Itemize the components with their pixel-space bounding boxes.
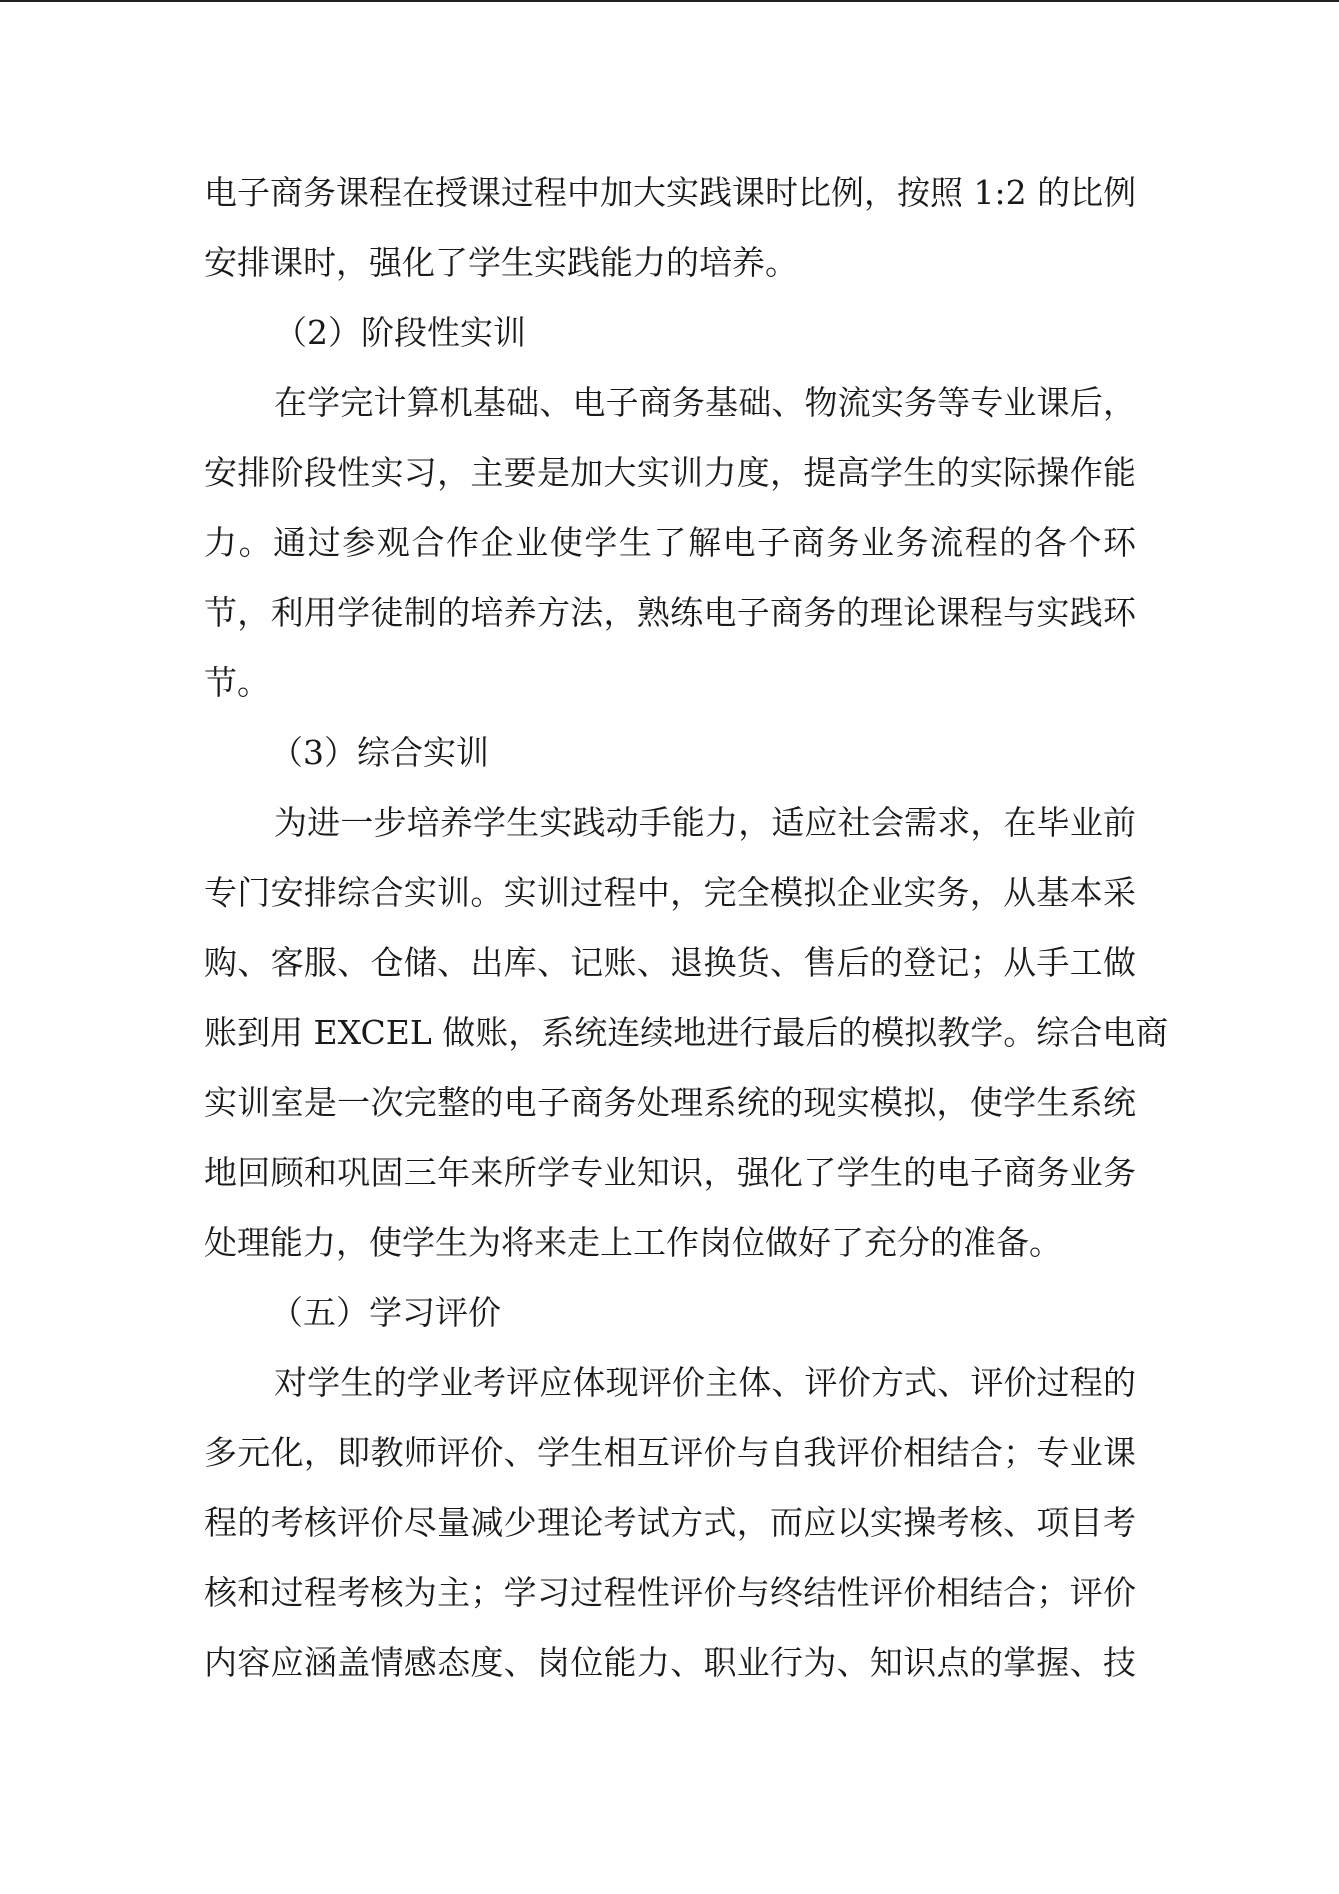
text-line: 实训室是一次完整的电子商务处理系统的现实模拟，使学生系统 — [204, 1083, 1136, 1122]
paragraph-first-line: 对学生的学业考评应体现评价主体、评价方式、评价过程的 — [274, 1363, 1136, 1402]
text-line: 账到用 EXCEL 做账，系统连续地进行最后的模拟教学。综合电商 — [204, 1013, 1169, 1052]
text-line: 力。通过参观合作企业使学生了解电子商务业务流程的各个环 — [204, 523, 1136, 562]
text-line: 内容应涵盖情感态度、岗位能力、职业行为、知识点的掌握、技 — [204, 1643, 1136, 1682]
top-border-line — [0, 0, 1339, 2]
text-line: 多元化，即教师评价、学生相互评价与自我评价相结合；专业课 — [204, 1433, 1136, 1472]
subsection-heading: （2）阶段性实训 — [274, 313, 526, 352]
text-line: 电子商务课程在授课过程中加大实践课时比例，按照 1:2 的比例 — [204, 173, 1137, 212]
section-heading: （五）学习评价 — [270, 1293, 501, 1332]
text-line: 程的考核评价尽量减少理论考试方式，而应以实操考核、项目考 — [204, 1503, 1136, 1542]
paragraph-first-line: 在学完计算机基础、电子商务基础、物流实务等专业课后， — [274, 383, 1136, 422]
text-line: 安排课时，强化了学生实践能力的培养。 — [204, 243, 798, 282]
text-line: 核和过程考核为主；学习过程性评价与终结性评价相结合；评价 — [204, 1573, 1136, 1612]
paragraph-first-line: 为进一步培养学生实践动手能力，适应社会需求，在毕业前 — [274, 803, 1136, 842]
text-line: 安排阶段性实习，主要是加大实训力度，提高学生的实际操作能 — [204, 453, 1136, 492]
text-line: 地回顾和巩固三年来所学专业知识，强化了学生的电子商务业务 — [204, 1153, 1136, 1192]
subsection-heading: （3）综合实训 — [270, 733, 489, 772]
text-line: 节。 — [204, 663, 270, 702]
text-line: 节，利用学徒制的培养方法，熟练电子商务的理论课程与实践环 — [204, 593, 1136, 632]
text-line: 处理能力，使学生为将来走上工作岗位做好了充分的准备。 — [204, 1223, 1062, 1262]
text-line: 购、客服、仓储、出库、记账、退换货、售后的登记；从手工做 — [204, 943, 1136, 982]
text-line: 专门安排综合实训。实训过程中，完全模拟企业实务，从基本采 — [204, 873, 1136, 912]
